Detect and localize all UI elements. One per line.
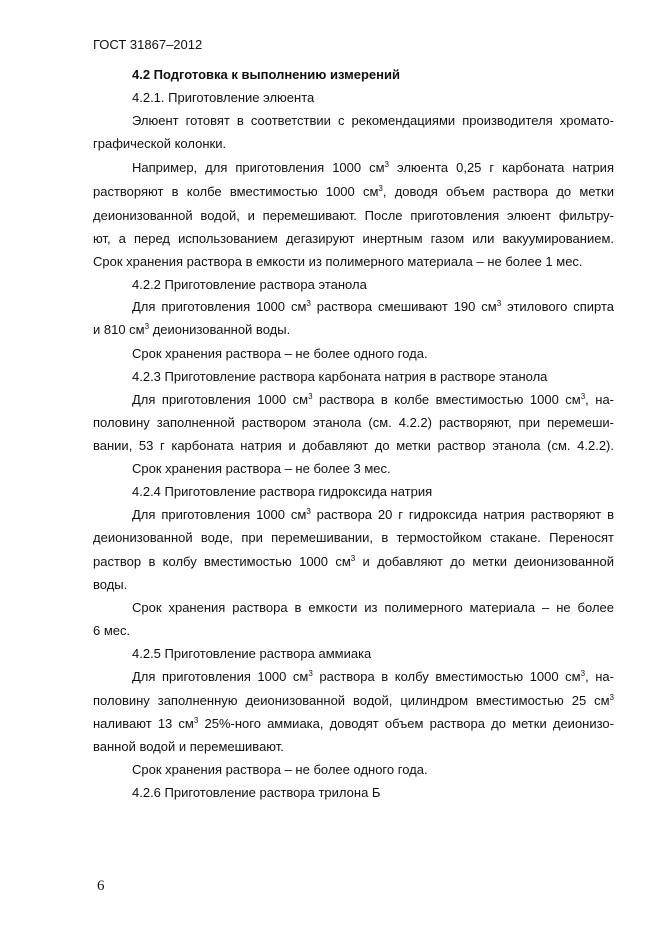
paragraph-line: Срок хранения раствора в емкости из полимерного материала – не более 1 мес. [93, 254, 583, 269]
paragraph-line: половину заполненной раствором этанола (см. 4.2.2) растворяют, при перемеши- [93, 415, 614, 430]
paragraph-line: воды. [93, 577, 128, 592]
paragraph-line: вании, 53 г карбоната натрия и добавляют до метки раствор этанола (см. 4.2.2). [93, 438, 614, 453]
subsection-title-4-2-2: 4.2.2 Приготовление раствора этанола [132, 277, 367, 292]
storage-note: Срок хранения раствора в емкости из полимерного материала – не более [132, 600, 614, 615]
paragraph-line: ют, а перед использованием дегазируют инертным газом или вакуумированием. [93, 231, 614, 246]
paragraph-line: деионизованной водой, и перемешивают. После приготовления элюент фильтру- [93, 208, 614, 223]
storage-note: 6 мес. [93, 623, 131, 638]
storage-note: Срок хранения раствора – не более одного года. [132, 762, 428, 777]
storage-note: Срок хранения раствора – не более 3 мес. [132, 461, 391, 476]
paragraph-line: графической колонки. [93, 136, 227, 151]
paragraph-line: Элюент готовят в соответствии с рекомендациями производителя хромато- [132, 113, 614, 128]
paragraph-line: ванной водой и перемешивают. [93, 739, 284, 754]
subsection-title-4-2-5: 4.2.5 Приготовление раствора аммиака [132, 646, 372, 661]
subsection-title-4-2-6: 4.2.6 Приготовление раствора трилона Б [132, 785, 381, 800]
paragraph-line: деионизованной воде, при перемешивании, в термостойком стакане. Переносят [93, 530, 614, 545]
paragraph-line: растворяют в колбе вместимостью 1000 $см^3$, доводя объем раствора до метки [93, 184, 615, 199]
paragraph-line: Для приготовления 1000 $см^3$ раствора смешивают 190 $см^3$ этилового спирта [132, 299, 614, 314]
page-number: 6 [97, 878, 105, 894]
storage-note: Срок хранения раствора – не более одного года. [132, 346, 428, 361]
paragraph-line: наливают 13 $см^3$ 25%-ного аммиака, доводят объем раствора до метки деионизо- [93, 716, 614, 731]
subsection-title-4-2-4: 4.2.4 Приготовление раствора гидроксида натрия [132, 484, 433, 499]
paragraph-line: Для приготовления 1000 $см^3$ раствора 20 г гидроксида натрия растворяют в [132, 507, 614, 522]
section-heading: 4.2 Подготовка к выполнению измерений [132, 67, 400, 82]
document-code-header: ГОСТ 31867–2012 [93, 37, 203, 52]
paragraph-line: и 810 $см^3$ деионизованной воды. [93, 322, 291, 337]
paragraph-line: раствор в колбу вместимостью 1000 $см^3$ и добавляют до метки деионизованной [93, 554, 614, 569]
paragraph-line: половину заполненную деионизованной водой, цилиндром вместимостью 25 $см^3$ [93, 693, 614, 708]
paragraph-line: Например, для приготовления 1000 $см^3$ элюента 0,25 г карбоната натрия [132, 160, 614, 175]
subsection-title-4-2-3: 4.2.3 Приготовление раствора карбоната натрия в растворе этанола [132, 369, 548, 384]
paragraph-line: Для приготовления 1000 $см^3$ раствора в колбе вместимостью 1000 $см^3$, на- [132, 392, 614, 407]
subsection-title-4-2-1: 4.2.1. Приготовление элюента [132, 90, 315, 105]
paragraph-line: Для приготовления 1000 $см^3$ раствора в колбу вместимостью 1000 $см^3$, на- [132, 669, 614, 684]
